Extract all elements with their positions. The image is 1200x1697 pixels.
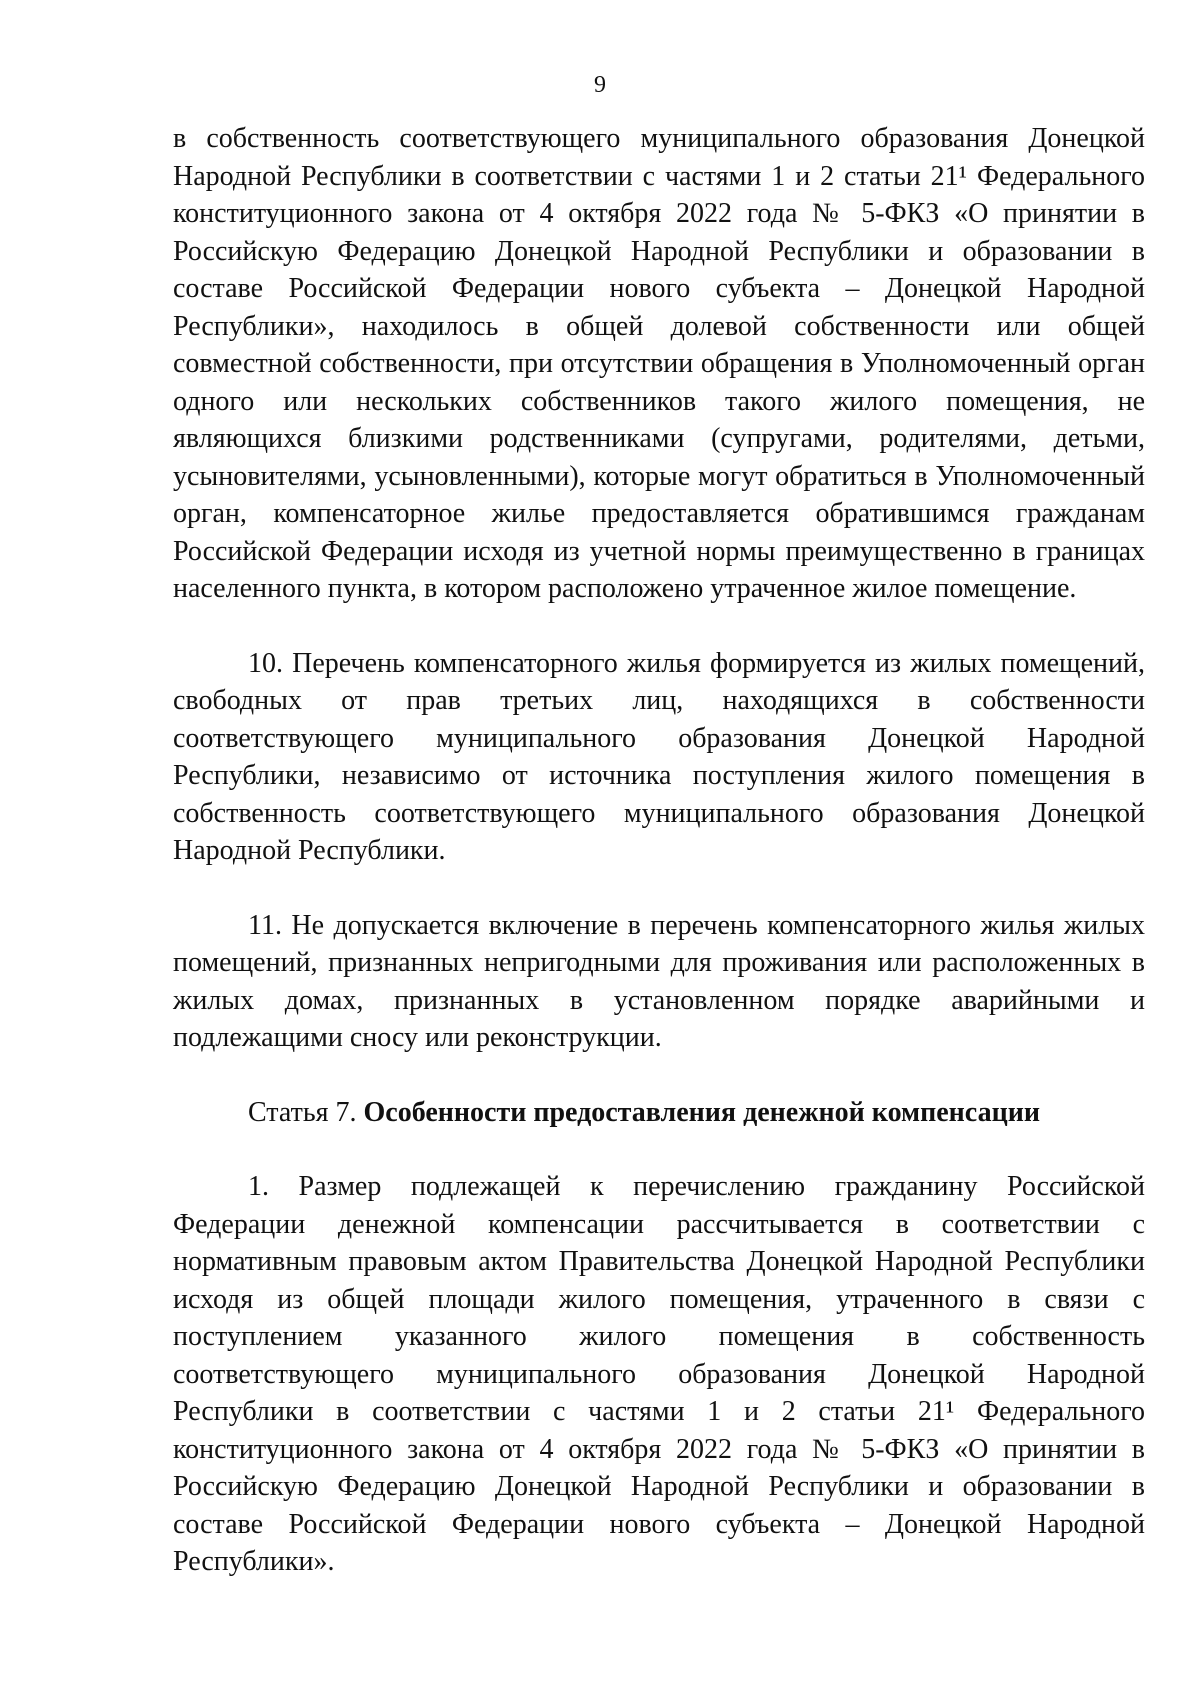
page-number: 9 <box>594 72 606 98</box>
paragraph-11: 11. Не допускается включение в перечень компенсаторного жилья жилых помещений, признанных непригодными для проживания или расположенных в жилых домах, признанных в установленном порядке аварийными и подлежащими сносу или реконструкции. <box>173 909 1145 1053</box>
paragraph-10: 10. Перечень компенсаторного жилья формируется из жилых помещений, свободных от прав третьих лиц, находящихся в собственности соответствующего муниципального образования Донецкой Народной Республики, независимо от источника поступления жилого помещения в собственность соответствующего муниципального образования Донецкой Народной Республики. <box>173 647 1145 866</box>
paragraph-continuation: в собственность соответствующего муниципального образования Донецкой Народной Республики в соответствии с частями 1 и 2 статьи 21¹ Федерального конституционного закона от 4 октября 2022 года № 5-ФКЗ «О принятии в Российскую Федерацию Донецкой Народной Республики и образовании в составе Российской Федерации нового субъекта – Донецкой Народной Республики», находилось в общей долевой собственности или общей совместной собственности, при отсутствии обращения в Уполномоченный орган одного или нескольких собственников такого жилого помещения, не являющихся близкими родственниками (супругами, родителями, детьми, усыновителями, усыновленными), которые могут обратиться в Уполномоченный орган, компенсаторное жилье предоставляется обратившимся гражданам Российской Федерации исходя из учетной нормы преимущественно в границах населенного пункта, в котором расположено утраченное жилое помещение. <box>173 123 1145 604</box>
document-body <box>173 120 1145 1618</box>
article-heading <box>173 1094 1145 1132</box>
article-prefix: Статья 7. <box>248 1096 364 1128</box>
article-paragraph-1: 1. Размер подлежащей к перечислению гражданину Российской Федерации денежной компенсации рассчитывается в соответствии с нормативным правовым актом Правительства Донецкой Народной Республики исходя из общей площади жилого помещения, утраченного в связи с поступлением указанного жилого помещения в собственность соответствующего муниципального образования Донецкой Народной Республики в соответствии с частями 1 и 2 статьи 21¹ Федерального конституционного закона от 4 октября 2022 года № 5-ФКЗ «О принятии в Российскую Федерацию Донецкой Народной Республики и образовании в составе Российской Федерации нового субъекта – Донецкой Народной Республики». <box>173 1171 1145 1577</box>
article-title: Особенности предоставления денежной компенсации <box>363 1096 1040 1128</box>
